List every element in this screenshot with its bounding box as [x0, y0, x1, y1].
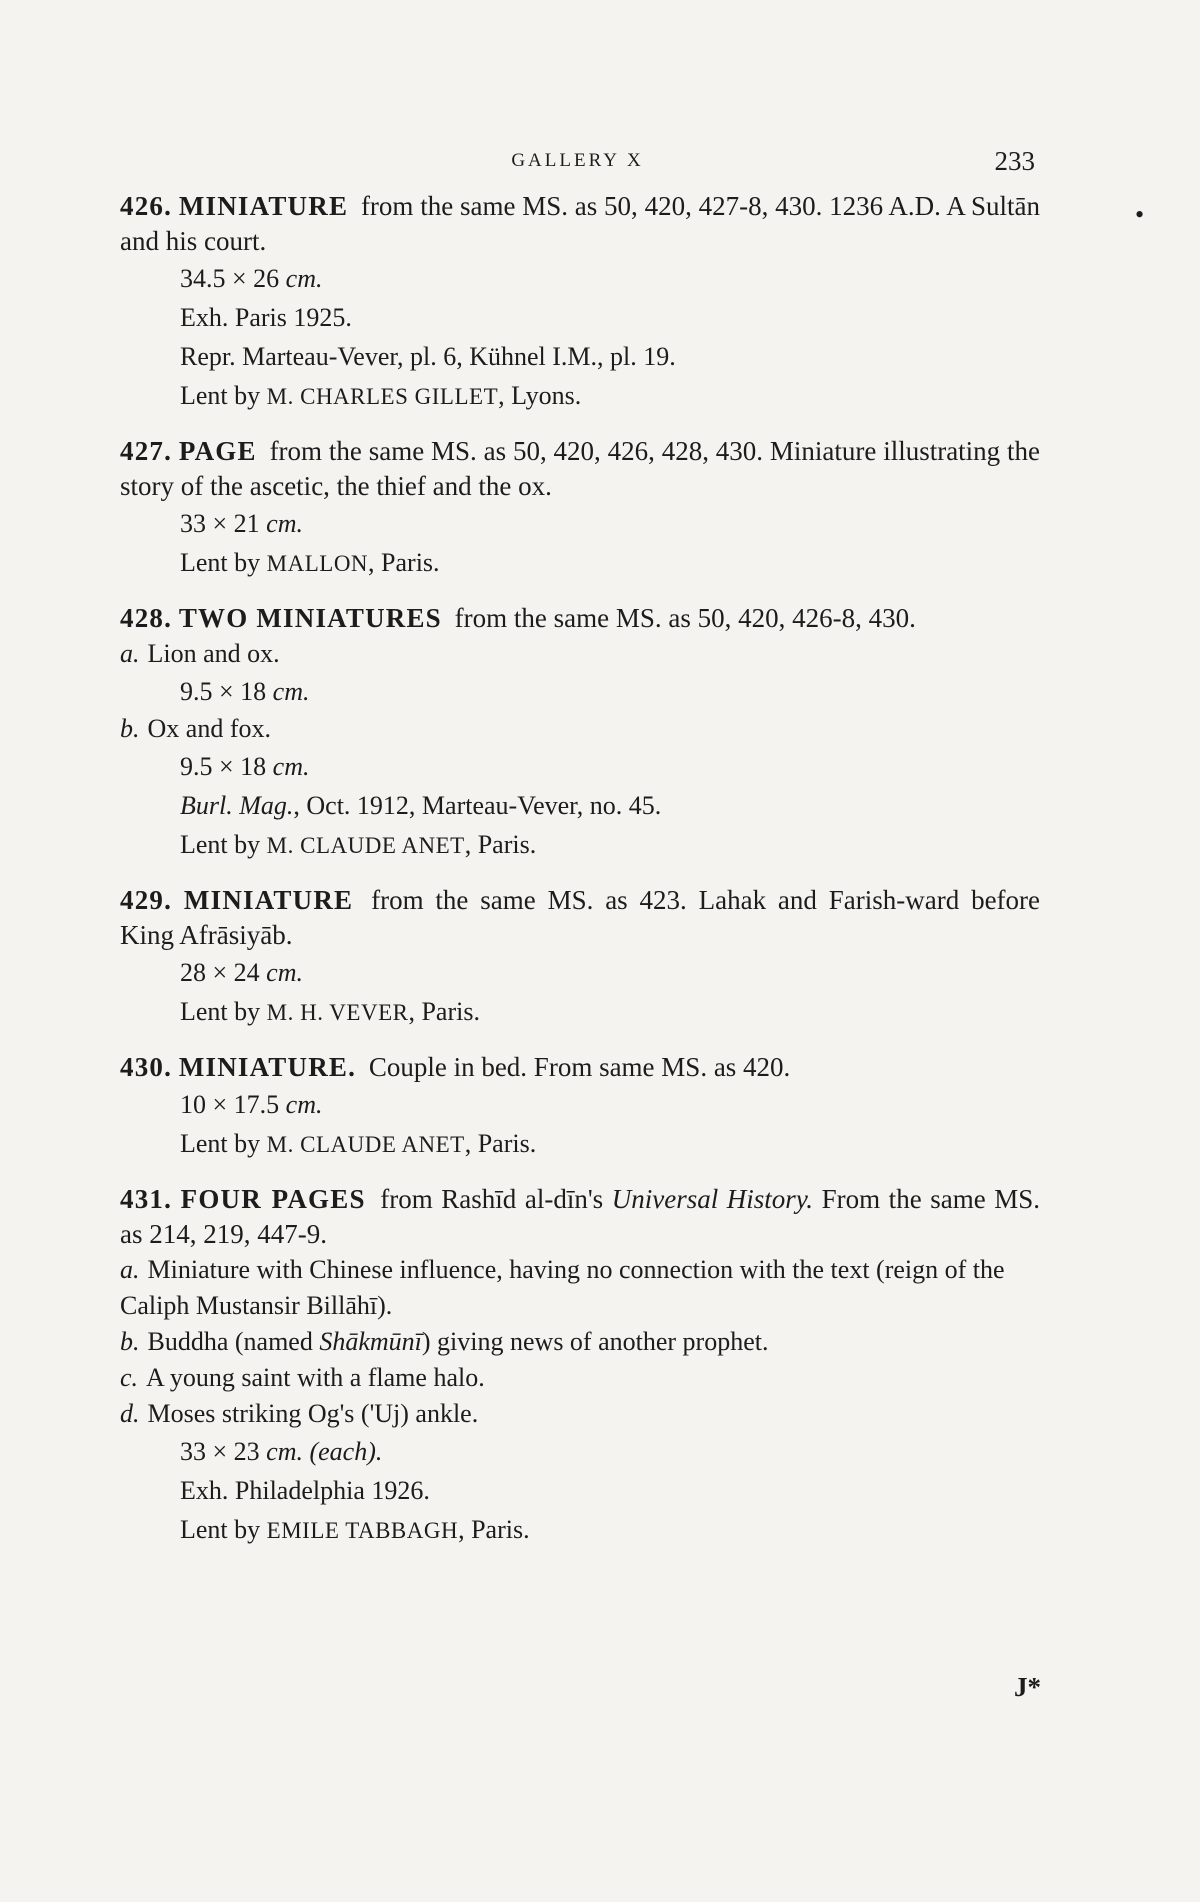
sub-item-a [120, 636, 1040, 672]
entry-431 [120, 1182, 1040, 1550]
entry-lender [120, 1124, 1040, 1164]
entry-heading [120, 1182, 1040, 1252]
dimensions-unit: cm. [272, 677, 310, 706]
lender-name: M. CLAUDE ANET [266, 833, 465, 858]
entry-description: from the same MS. as 423. Lahak and Farish-ward before King Afrāsiyāb. [120, 885, 1041, 950]
dimensions-unit: cm. [285, 264, 323, 293]
entry-heading [120, 883, 1040, 953]
sub-text: Lion and ox. [147, 639, 280, 668]
sub-item-b [120, 711, 1040, 747]
entry-number: 427. [120, 436, 173, 466]
lender-name: M. CHARLES GILLET [266, 384, 499, 409]
entry-number: 428. [120, 603, 173, 633]
page-number: 233 [994, 146, 1035, 176]
entry-keyword: FOUR PAGES [180, 1184, 366, 1214]
entry-428 [120, 601, 1040, 865]
dimensions-value: 34.5 × 26 [180, 264, 280, 293]
sub-dimensions [120, 672, 1040, 711]
dimensions-value: 9.5 × 18 [180, 752, 267, 781]
lender-name: MALLON [266, 551, 369, 576]
sub-text: Buddha (named [147, 1327, 313, 1356]
running-head: GALLERY X [511, 150, 644, 171]
entry-reproduction: Repr. Marteau-Vever, pl. 6, Kühnel I.M., pl. 19. [180, 342, 676, 371]
lender-name: M. H. VEVER [266, 1000, 409, 1025]
sub-letter: b. [120, 714, 140, 743]
entry-description: from the same MS. as 50, 420, 426, 428, 430. Miniature illustrating the story of the ascetic, the thief and the ox. [120, 436, 1041, 501]
sub-text: Miniature with Chinese influence, having no connection with the text (reign of the Caliph Mustansir Billāhī). [120, 1255, 1005, 1320]
lent-by-label: Lent by [180, 1129, 261, 1158]
lent-by-label: Lent by [180, 1515, 261, 1544]
entry-lender [120, 543, 1040, 583]
entry-heading [120, 434, 1040, 504]
journal-title: Burl. Mag. [180, 791, 294, 820]
lent-by-label: Lent by [180, 381, 261, 410]
entry-description: from Rashīd al-dīn's [380, 1184, 604, 1214]
page-header [120, 146, 1035, 176]
sub-letter: d. [120, 1399, 140, 1428]
entry-number: 431. [120, 1184, 173, 1214]
entry-description-cont: From the same MS. as 214, 219, 447-9. [120, 1184, 1041, 1249]
sub-letter: c. [120, 1363, 139, 1392]
entry-427 [120, 434, 1040, 583]
lent-by-label: Lent by [180, 548, 261, 577]
lender-location: , Paris. [464, 830, 537, 859]
entry-lender [120, 825, 1040, 865]
entry-dimensions [120, 953, 1040, 992]
dimensions-unit: cm. [285, 1090, 323, 1119]
sub-item-c [120, 1360, 1040, 1396]
lent-by-label: Lent by [180, 830, 261, 859]
lender-name: M. CLAUDE ANET [266, 1132, 465, 1157]
lent-by-label: Lent by [180, 997, 261, 1026]
entry-dimensions [120, 259, 1040, 298]
dimensions-value: 28 × 24 [180, 958, 260, 987]
sub-letter: a. [120, 1255, 140, 1284]
entry-keyword: TWO MINIATURES [178, 603, 442, 633]
entry-keyword: PAGE [178, 436, 257, 466]
entry-keyword: MINIATURE [178, 191, 349, 221]
entry-430 [120, 1050, 1040, 1164]
lender-location: , Paris. [464, 1129, 537, 1158]
entry-dimensions [120, 1085, 1040, 1124]
entry-429 [120, 883, 1040, 1032]
book-title: Universal History. [611, 1184, 814, 1214]
lender-location: , Paris. [368, 548, 440, 577]
dimensions-value: 9.5 × 18 [180, 677, 267, 706]
dimensions-value: 33 × 23 [180, 1437, 260, 1466]
entry-keyword: MINIATURE. [178, 1052, 357, 1082]
sub-text: Moses striking Og's ('Uj) ankle. [147, 1399, 479, 1428]
lender-name: EMILE TABBAGH [266, 1518, 459, 1543]
dimensions-unit: cm. [266, 509, 303, 538]
entry-lender [120, 992, 1040, 1032]
entry-description: from the same MS. as 50, 420, 427-8, 430. 1236 A.D. A Sultān and his court. [120, 191, 1041, 256]
sub-text: Ox and fox. [147, 714, 271, 743]
sub-text: A young saint with a flame halo. [146, 1363, 485, 1392]
signature-mark: J* [1014, 1672, 1041, 1702]
entry-description: Couple in bed. From same MS. as 420. [368, 1052, 791, 1082]
entry-number: 430. [120, 1052, 173, 1082]
entry-dimensions [120, 1432, 1040, 1471]
entry-exhibition: Exh. Paris 1925. [180, 303, 352, 332]
entry-number: 426. [120, 191, 173, 221]
entry-426 [120, 189, 1040, 416]
entry-heading [120, 1050, 1040, 1085]
lender-location: , Paris. [458, 1515, 530, 1544]
lender-location: , Lyons. [498, 381, 582, 410]
dimensions-unit: cm. (each). [266, 1437, 383, 1466]
sub-text-italic: Shākmūnī [319, 1327, 422, 1356]
sub-item-d [120, 1396, 1040, 1432]
sub-item-a [120, 1252, 1040, 1324]
stray-dot: • [1135, 200, 1145, 229]
entry-reproduction [120, 786, 1040, 825]
entry-number: 429. [120, 885, 173, 915]
entry-dimensions [120, 504, 1040, 543]
entry-lender [120, 376, 1040, 416]
entry-keyword: MINIATURE [183, 885, 354, 915]
dimensions-unit: cm. [266, 958, 303, 987]
entry-lender [120, 1510, 1040, 1550]
dimensions-value: 10 × 17.5 [180, 1090, 280, 1119]
sub-text-cont: ) giving news of another prophet. [421, 1327, 769, 1356]
dimensions-unit: cm. [272, 752, 310, 781]
sub-letter: b. [120, 1327, 140, 1356]
lender-location: , Paris. [408, 997, 480, 1026]
catalogue-entries [120, 189, 1040, 1568]
entry-description: from the same MS. as 50, 420, 426-8, 430. [454, 603, 916, 633]
sub-letter: a. [120, 639, 140, 668]
entry-heading [120, 189, 1040, 259]
entry-exhibition: Exh. Philadelphia 1926. [180, 1476, 430, 1505]
reproduction-text: , Oct. 1912, Marteau-Vever, no. 45. [293, 791, 662, 820]
entry-heading [120, 601, 1040, 636]
dimensions-value: 33 × 21 [180, 509, 260, 538]
sub-item-b [120, 1324, 1040, 1360]
sub-dimensions [120, 747, 1040, 786]
